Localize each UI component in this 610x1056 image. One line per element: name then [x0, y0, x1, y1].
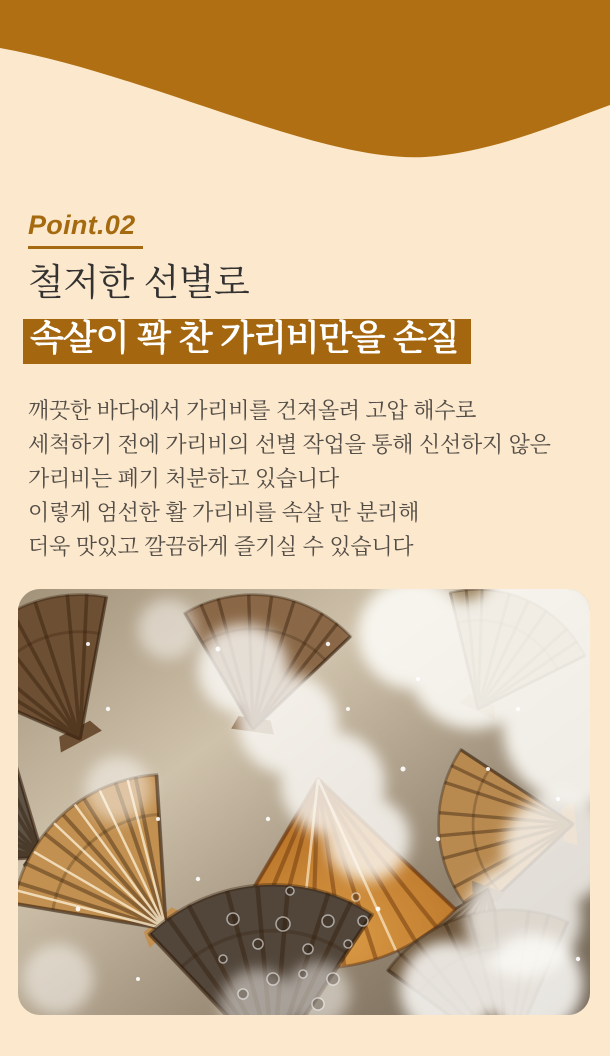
- point-label: Point.02: [28, 210, 143, 249]
- highlight-banner: 속살이 꽉 찬 가리비만을 손질: [23, 319, 471, 364]
- description-line: 더욱 맛있고 깔끔하게 즐기실 수 있습니다: [28, 534, 414, 559]
- description-line: 깨끗한 바다에서 가리비를 건져올려 고압 해수로: [28, 398, 477, 423]
- scallops-photo: [18, 589, 590, 1015]
- section-content: [0, 160, 610, 564]
- description-paragraph: [28, 394, 582, 564]
- section-title: 철저한 선별로: [28, 262, 250, 303]
- description-line: 세척하기 전에 가리비의 선별 작업을 통해 신선하지 않은: [28, 432, 551, 457]
- description-line: 이렇게 엄선한 활 가리비를 속살 만 분리해: [28, 500, 420, 525]
- description-line: 가리비는 폐기 처분하고 있습니다: [28, 466, 339, 491]
- header-wave: [0, 0, 610, 160]
